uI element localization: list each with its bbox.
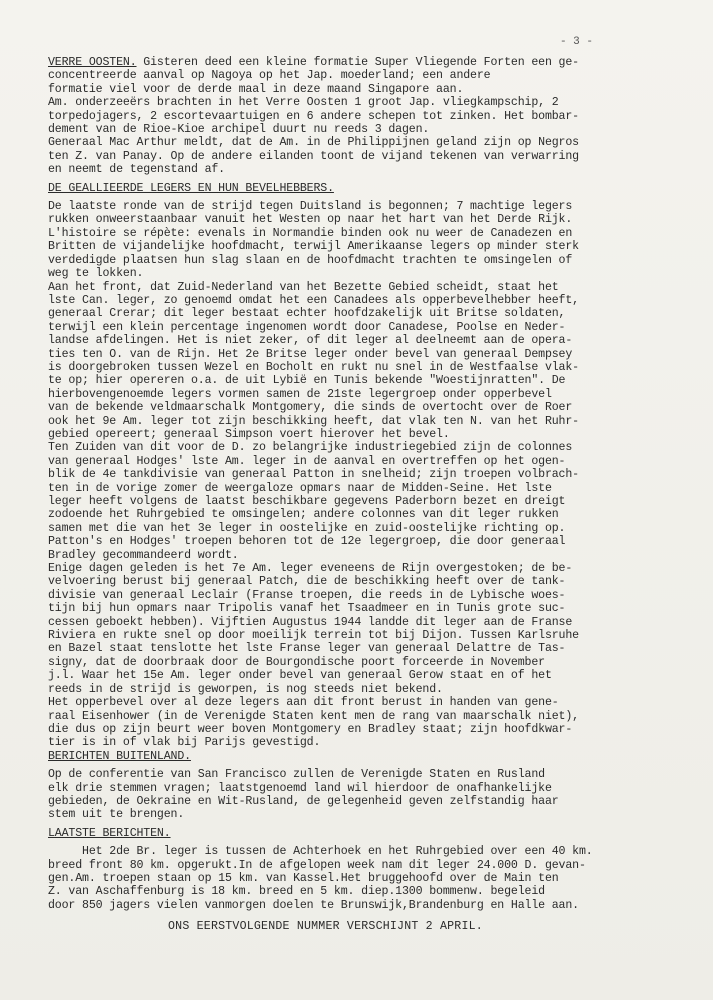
text-line: Het opperbevel over al deze legers aan dit front berust in handen van gene- [48, 696, 559, 710]
text-line: elk drie stemmen vragen; laatstgenoemd land wil hierdoor de onafhankelijke [48, 781, 552, 795]
text-line: Riviera en rukte snel op door moeilijk terrein tot bij Dijon. Tussen Karlsruhe [48, 629, 579, 643]
text-line: j.l. Waar het 15e Am. leger onder bevel van generaal Gerow staat en of het [48, 669, 552, 683]
text-line: Ten Zuiden van dit voor de D. zo belangrijke industriegebied zijn de colonnes [48, 441, 573, 455]
heading-berichten-buitenland: BERICHTEN BUITENLAND. [48, 749, 191, 763]
text-line: en Bazel staat tenslotte het lste Franse leger van generaal Delattre de Tas- [48, 642, 566, 656]
text-line: terwijl een klein percentage ingenomen wordt door Canadese, Poolse en Neder- [48, 320, 566, 334]
heading-verre-oosten: VERRE OOSTEN. [48, 56, 137, 69]
text-line: verdedigde plaatsen hun slag slaan en de hoofdmacht trachten te omsingelen of [48, 253, 573, 267]
text-line: reeds in de strijd is geworpen, is nog steeds niet bekend. [48, 682, 443, 696]
text-line: ook het 9e Am. leger tot zijn beschikking heeft, dat vlak ten N. van het Ruhr- [48, 414, 579, 428]
text-line: gebied opereert; generaal Simpson voert hierover het bevel. [48, 427, 450, 441]
text-line: ten in de vorige zomer de weergaloze opmars naar de Midden-Seine. Het lste [48, 481, 552, 495]
text-line: Op de conferentie van San Francisco zullen de Verenigde Staten en Rusland [48, 768, 545, 782]
heading-geallieerde-legers: DE GEALLIEERDE LEGERS EN HUN BEVELHEBBERS. [48, 181, 334, 195]
text-line: Generaal Mac Arthur meldt, dat de Am. in de Philippijnen geland zijn op Negros [48, 136, 579, 150]
text-line: weg te lokken. [48, 267, 144, 281]
text-line: lste Can. leger, zo genoemd omdat het een Canadees als opperbevelhebber heeft, [48, 293, 579, 307]
text-line: Patton's en Hodges' troepen behoren tot de 12e legergroep, die door generaal [48, 535, 566, 549]
text-line: dement van de Rioe-Kioe archipel duurt nu reeds 3 dagen. [48, 123, 430, 137]
text-line: concentreerde aanval op Nagoya op het Jap. moederland; een andere [48, 69, 491, 83]
text-line: tijn bij hun opmars naar Tripolis vanaf het Tsaadmeer en in Tunis grote suc- [48, 602, 566, 616]
text-line: van de bekende veldmaarschalk Montgomery, die sinds de overtocht over de Roer [48, 401, 573, 415]
text-line: hierbovengenoemde legers vormen samen de 21ste legergroep onder opperbevel [48, 387, 552, 401]
text-line: divisie van generaal Leclair (Franse troepen, die reeds in de Lybische woes- [48, 588, 566, 602]
text-line: samen met die van het 3e leger in oostelijke en zuid-oostelijke richting op. [48, 521, 566, 535]
text-line: generaal Crerar; dit leger bestaat echter hoofdzakelijk uit Britse soldaten, [48, 307, 566, 321]
text-line: torpedojagers, 2 escortevaartuigen en 6 andere schepen tot zinken. Het bombar- [48, 109, 579, 123]
text-line: Bradley gecommandeerd wordt. [48, 548, 239, 562]
text-line: De laatste ronde van de strijd tegen Duitsland is begonnen; 7 machtige legers [48, 200, 573, 214]
text-line: gebieden, de Oekraine en Wit-Rusland, de gelegenheid geven zelfstandig haar [48, 794, 559, 808]
text-line: tier is in of vlak bij Parijs gevestigd. [48, 736, 321, 750]
text-line: Enige dagen geleden is het 7e Am. leger eveneens de Rijn overgestoken; de be- [48, 562, 573, 576]
heading-laatste-berichten: LAATSTE BERICHTEN. [48, 826, 171, 840]
text-line: stem uit te brengen. [48, 808, 185, 822]
text-line: Aan het front, dat Zuid-Nederland van het Bezette Gebied scheidt, staat het [48, 280, 559, 294]
text-line: signy, dat de doorbraak door de Bourgondische poort forceerde in November [48, 655, 545, 669]
text-line: te op; hier opereren o.a. de uit Lybië en Tunis bekende "Woestijnratten". De [48, 374, 566, 388]
text-line: zodoende het Ruhrgebied te omsingelen; andere colonnes van dit leger rukken [48, 508, 559, 522]
text-line: Het 2de Br. leger is tussen de Achterhoek en het Ruhrgebied over een 40 km. [48, 845, 593, 859]
text-line: rukken onweerstaanbaar vanuit het Westen op naar het hart van het Derde Rijk. [48, 213, 573, 227]
text-line: raal Eisenhower (in de Verenigde Staten kent men de rang van maarschalk niet), [48, 709, 579, 723]
text-line: cessen geboekt hebben). Vijftien Augustus 1944 landde dit leger aan de Franse [48, 615, 573, 629]
text-line: en neemt de tegenstand af. [48, 163, 225, 177]
text-line: Britten de vijandelijke hoofdmacht, terwijl Amerikaanse legers op minder sterk [48, 240, 579, 254]
text-line: leger heeft volgens de laatst beschikbare gegevens Paderborn bezet en dreigt [48, 495, 566, 508]
text-line: Am. onderzeeërs brachten in het Verre Oosten 1 groot Jap. vliegkampschip, 2 [48, 96, 559, 110]
text-line: velvoering berust bij generaal Patch, die de beschikking heeft over de tank- [48, 575, 566, 589]
page-number: - 3 - [559, 36, 593, 48]
text-line: blik de 4e tankdivisie van generaal Patton in snelheid; zijn troepen volbrach- [48, 468, 579, 482]
text-line: die dus op zijn beurt weer boven Montgomery en Bradley staat; zijn hoofdkwar- [48, 722, 573, 736]
text-line: Z. van Aschaffenburg is 18 km. breed en 5 km. diep.1300 bommenw. begeleid [48, 885, 545, 899]
text-line: L'histoire se répète: evenals in Normandie binden ook nu weer de Canadezen en [48, 226, 573, 240]
closing-notice: ONS EERSTVOLGENDE NUMMER VERSCHIJNT 2 APRIL. [168, 920, 483, 934]
text-line: landse afdelingen. Het is niet zeker, of dit leger al deelneemt aan de opera- [48, 334, 573, 348]
text-line: breed front 80 km. opgerukt.In de afgelopen week nam dit leger 24.000 D. gevan- [48, 858, 586, 872]
text-line: van generaal Hodges' lste Am. leger in de aanval en overtreffen op het ogen- [48, 454, 566, 468]
text-line: door 850 jagers vielen vanmorgen doelen te Brunswijk,Brandenburg en Halle aan. [48, 898, 579, 912]
text-line: formatie viel voor de derde maal in deze maand Singapore aan. [48, 82, 464, 96]
text-line: ten Z. van Panay. Op de andere eilanden toont de vijand tekenen van verwarring [48, 149, 579, 163]
section-verre-oosten-line-1: VERRE OOSTEN. Gisteren deed een kleine formatie Super Vliegende Forten een ge- [48, 56, 579, 69]
text-line: ties ten O. van de Rijn. Het 2e Britse leger onder bevel van generaal Dempsey [48, 347, 573, 361]
text-line: gen.Am. troepen staan op 15 km. van Kassel.Het bruggehoofd over de Main ten [48, 871, 559, 885]
text-line: is doorgebroken tussen Wezel en Bocholt en rukt nu snel in de Westfaalse vlak- [48, 360, 579, 374]
